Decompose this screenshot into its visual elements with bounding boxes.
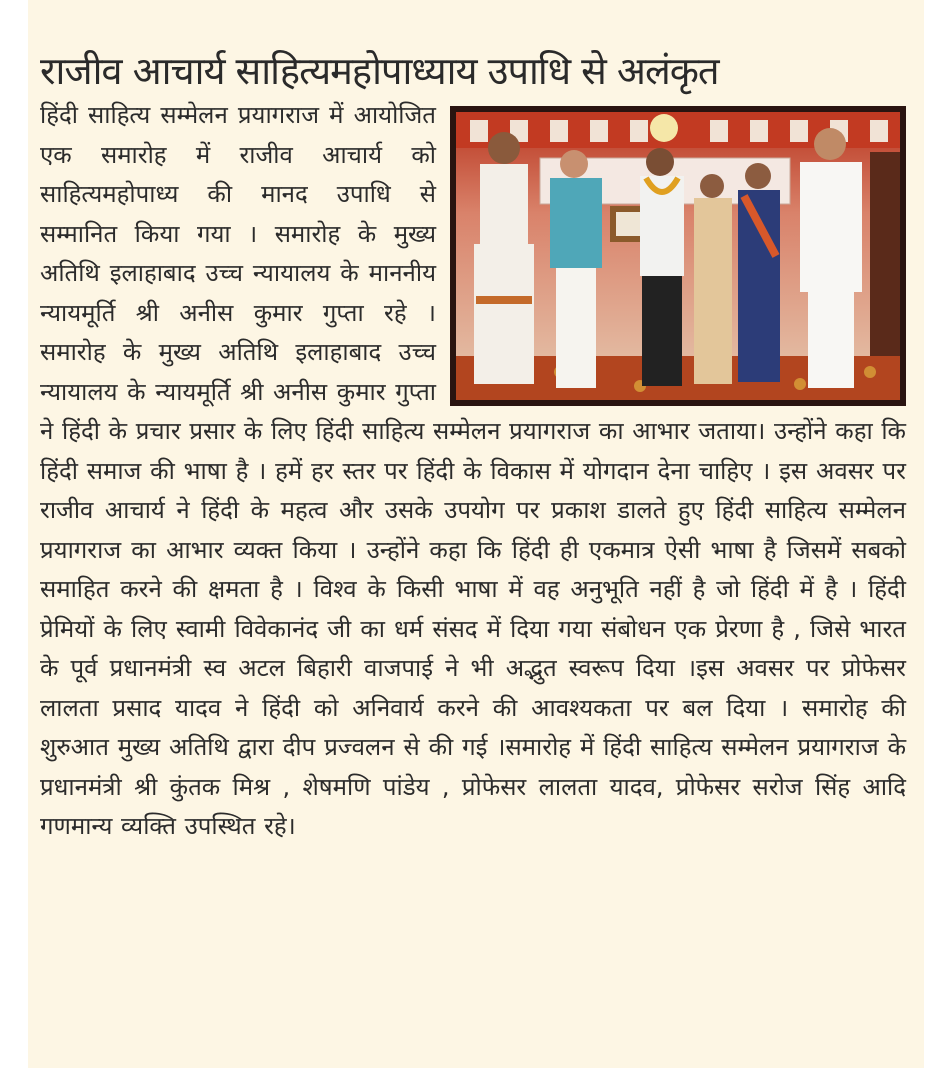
headline: राजीव आचार्य साहित्यमहोपाध्याय उपाधि से अलंकृत <box>40 49 719 94</box>
ceremony-photo <box>450 106 906 406</box>
article-body <box>40 96 906 847</box>
article-text: हिंदी साहित्य सम्मेलन प्रयागराज में आयोजित एक समारोह में राजीव आचार्य को साहित्यमहोपाध्य की मानद उपाधि से सम्मानित किया गया । समारोह के मुख्य अतिथि इलाहाबाद उच्च न्यायालय के माननीय न्यायमूर्ति श्री अनीस कुमार गुप्ता रहे । समारोह के मुख्य अतिथि इलाहाबाद उच्च न्यायालय के न्यायमूर्ति श्री अनीस कुमार गुप्ता ने हिंदी के प्रचार प्रसार के लिए हिंदी साहित्य सम्मेलन प्रयागराज का आभार जताया। उन्होंने कहा कि हिंदी समाज की भाषा है । हमें हर स्तर पर हिंदी के विकास में योगदान देना चाहिए । इस अवसर पर राजीव आचार्य ने हिंदी के महत्व और उसके उपयोग पर प्रकाश डालते हुए हिंदी साहित्य सम्मेलन प्रयागराज का आभार व्यक्त किया । उन्होंने कहा कि हिंदी ही एकमात्र ऐसी भाषा है जिसमें सबको समाहित करने की क्षमता है । विश्व के किसी भाषा में वह अनुभूति नहीं है जो हिंदी में है । हिंदी प्रेमियों के लिए स्वामी विवेकानंद जी का धर्म संसद में दिया गया संबोधन एक प्रेरणा है , जिसे भारत के पूर्व प्रधानमंत्री स्व अटल बिहारी वाजपाई ने भी अद्भुत स्वरूप दिया ।इस अवसर पर प्रोफेसर लालता प्रसाद यादव ने हिंदी को अनिवार्य करने की आवश्यकता पर बल दिया । समारोह की शुरुआत मुख्य अतिथि द्वारा दीप प्रज्वलन से की गई ।समारोह में हिंदी साहित्य सम्मेलन प्रयागराज के प्रधानमंत्री श्री कुंतक मिश्र , शेषमणि पांडेय , प्रोफेसर लालता यादव, प्रोफेसर सरोज सिंह आदि गणमान्य व्यक्ति उपस्थित रहे। <box>40 101 906 840</box>
